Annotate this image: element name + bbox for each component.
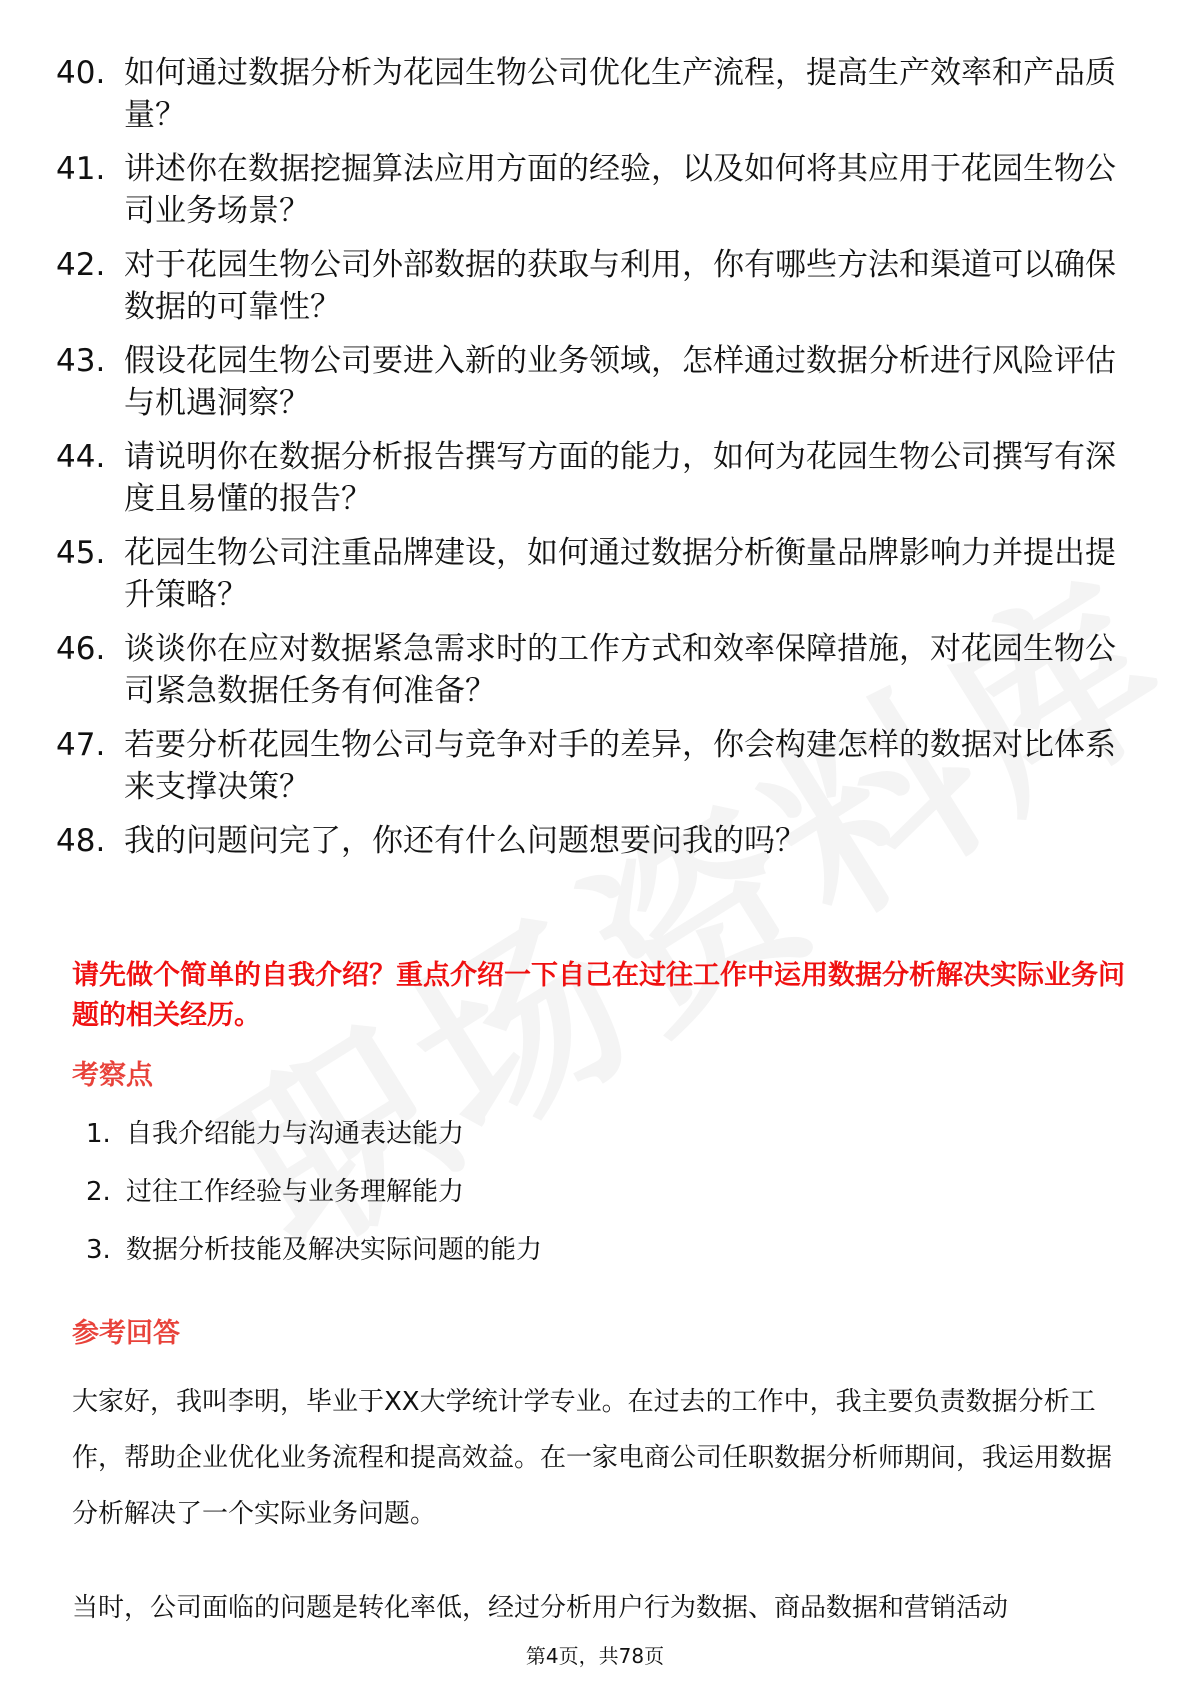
list-item [86,1232,986,1268]
reference-paragraph: 大家好，我叫李明，毕业于XX大学统计学专业。在过去的工作中，我主要负责数据分析工作，帮助企业优化业务流程和提高效益。在一家电商公司任职数据分析师期间，我运用数据分析解决了一个实际业务问题。 [72,1387,1113,1529]
question-text: 讲述你在数据挖掘算法应用方面的经验，以及如何将其应用于花园生物公司业务场景？ [124,151,1116,229]
featured-question: 请先做个简单的自我介绍？重点介绍一下自己在过往工作中运用数据分析解决实际业务问题的相关经历。 [72,960,1125,1031]
question-number: 48. [56,823,106,859]
point-number: 1. [86,1119,111,1149]
list-item [56,532,1136,616]
list-item [56,52,1136,136]
question-number: 44. [56,439,106,475]
question-text: 假设花园生物公司要进入新的业务领域，怎样通过数据分析进行风险评估与机遇洞察？ [124,343,1116,421]
list-item [56,724,1136,808]
reference-heading: 参考回答 [72,1318,180,1349]
list-item [56,436,1136,520]
question-number: 43. [56,343,106,379]
question-number: 40. [56,55,106,91]
point-number: 3. [86,1235,111,1265]
reference-paragraph: 当时，公司面临的问题是转化率低，经过分析用户行为数据、商品数据和营销活动 [72,1593,1009,1623]
question-number: 47. [56,727,106,763]
question-text: 谈谈你在应对数据紧急需求时的工作方式和效率保障措施，对花园生物公司紧急数据任务有何准备？ [124,631,1116,709]
question-text: 我的问题问完了，你还有什么问题想要问我的吗？ [124,823,806,859]
assessment-points [86,1116,986,1290]
page-footer: 第4页，共78页 [525,1644,665,1668]
point-text: 过往工作经验与业务理解能力 [126,1177,465,1207]
question-text: 若要分析花园生物公司与竞争对手的差异，你会构建怎样的数据对比体系来支撑决策？ [124,727,1116,805]
question-text: 如何通过数据分析为花园生物公司优化生产流程，提高生产效率和产品质量？ [124,55,1116,133]
list-item [56,628,1136,712]
question-text: 请说明你在数据分析报告撰写方面的能力，如何为花园生物公司撰写有深度且易懂的报告？ [124,439,1116,517]
point-text: 自我介绍能力与沟通表达能力 [126,1119,465,1149]
list-item [56,340,1136,424]
list-item [86,1116,986,1152]
question-list [56,52,1136,874]
question-number: 41. [56,151,106,187]
question-number: 46. [56,631,106,667]
list-item [56,820,1136,862]
question-text: 对于花园生物公司外部数据的获取与利用，你有哪些方法和渠道可以确保数据的可靠性？ [124,247,1116,325]
list-item [86,1174,986,1210]
question-number: 42. [56,247,106,283]
list-item [56,244,1136,328]
list-item [56,148,1136,232]
question-number: 45. [56,535,106,571]
assessment-heading: 考察点 [72,1060,153,1091]
question-text: 花园生物公司注重品牌建设，如何通过数据分析衡量品牌影响力并提出提升策略？ [124,535,1116,613]
point-number: 2. [86,1177,111,1207]
point-text: 数据分析技能及解决实际问题的能力 [126,1235,543,1265]
